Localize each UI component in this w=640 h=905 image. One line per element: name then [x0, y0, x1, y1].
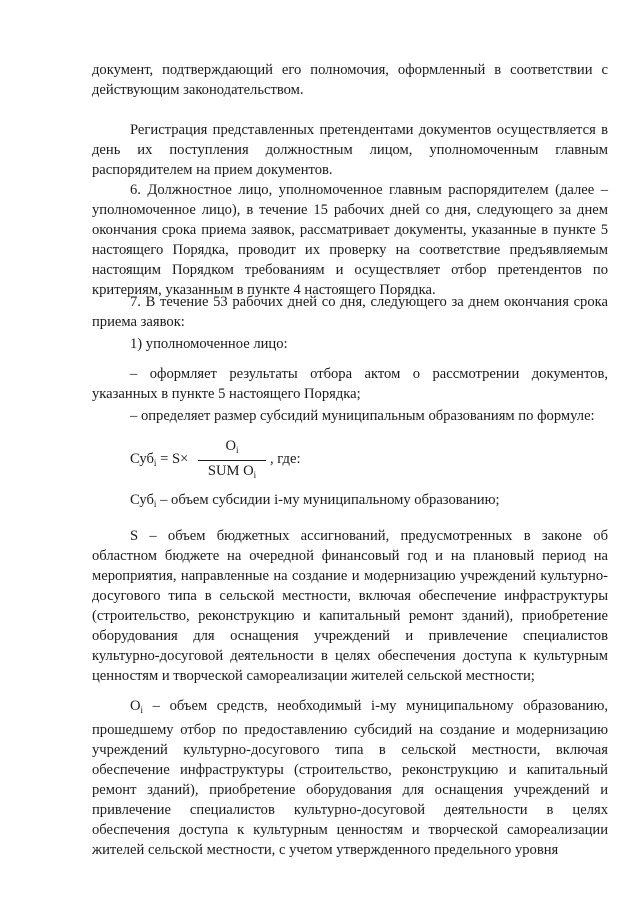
paragraph-item-7: 7. В течение 53 рабочих дней со дня, следующего за днем окончания срока приема заявок:: [92, 294, 608, 330]
paragraph-dash-act: – оформляет результаты отбора актом о рассмотрении документов, указанных в пункте 5 настоящего Порядка;: [92, 366, 608, 402]
paragraph-subitem-1: 1) уполномоченное лицо:: [130, 336, 288, 352]
definition-sub: Суб$_i$ – объем субсидии i-му муниципальному образованию;: [130, 492, 500, 509]
definition-oi: $O_i$ – объем средств, необходимый i-му муниципальному образованию, прошедшему отбор по предоставлению субсидий на создание и модернизацию учреждений культурно-досугового типа в сельской местности, включая обеспечение инфраструктуры (строительство, реконструкцию и капитальный ремонт зданий), приобретение оборудования для оснащения учреждений и привлечение специалистов культурно-досуговой деятельности в целях обеспечения доступа к культурным ценностям и творческой самореализации жителей сельской местности, с учетом утвержденного предельного уровня: [92, 698, 608, 858]
formula-lhs: Суб$_i$ = S×: [130, 451, 189, 468]
formula-numerator: $O_i$: [225, 438, 239, 455]
definition-s: S – объем бюджетных ассигнований, предусмотренных в законе об областном бюджете на очередной финансовый год и на плановый период на мероприятия, направленные на создание и модернизацию учреждений культурно-досугового типа в сельской местности, включая обеспечение инфраструктуры (строительство, реконструкцию и капитальный ремонт зданий), приобретение оборудования для оснащения учреждений и привлечение специалистов культурно-досуговой деятельности в целях обеспечения доступа к культурным ценностям и творческой самореализации жителей сельской местности;: [92, 528, 608, 684]
paragraph-item-6: 6. Должностное лицо, уполномоченное главным распорядителем (далее – уполномоченное лицо), в течение 15 рабочих дней со дня, следующего за днем окончания срока приема заявок, рассматривает документы, указанные в пункте 5 настоящего Порядка, проводит их проверку на соответствие предъявляемым настоящим Порядком требованиям и осуществляет отбор претендентов по критериям, указанным в пункте 4 настоящего Порядка.: [92, 182, 608, 298]
formula-denominator: SUM $O_i$: [207, 463, 257, 480]
paragraph-dash-formula: – определяет размер субсидий муниципальным образованиям по формуле:: [130, 408, 595, 424]
subsidy-formula: [130, 436, 390, 482]
formula-tail: , где:: [270, 451, 301, 467]
paragraph-continuation: документ, подтверждающий его полномочия, оформленный в соответствии с действующим законодательством.: [92, 62, 608, 98]
paragraph-registration: Регистрация представленных претендентами документов осуществляется в день их поступления должностным лицом, уполномоченным главным распорядителем на прием документов.: [92, 122, 608, 178]
formula-fraction: [196, 436, 268, 485]
